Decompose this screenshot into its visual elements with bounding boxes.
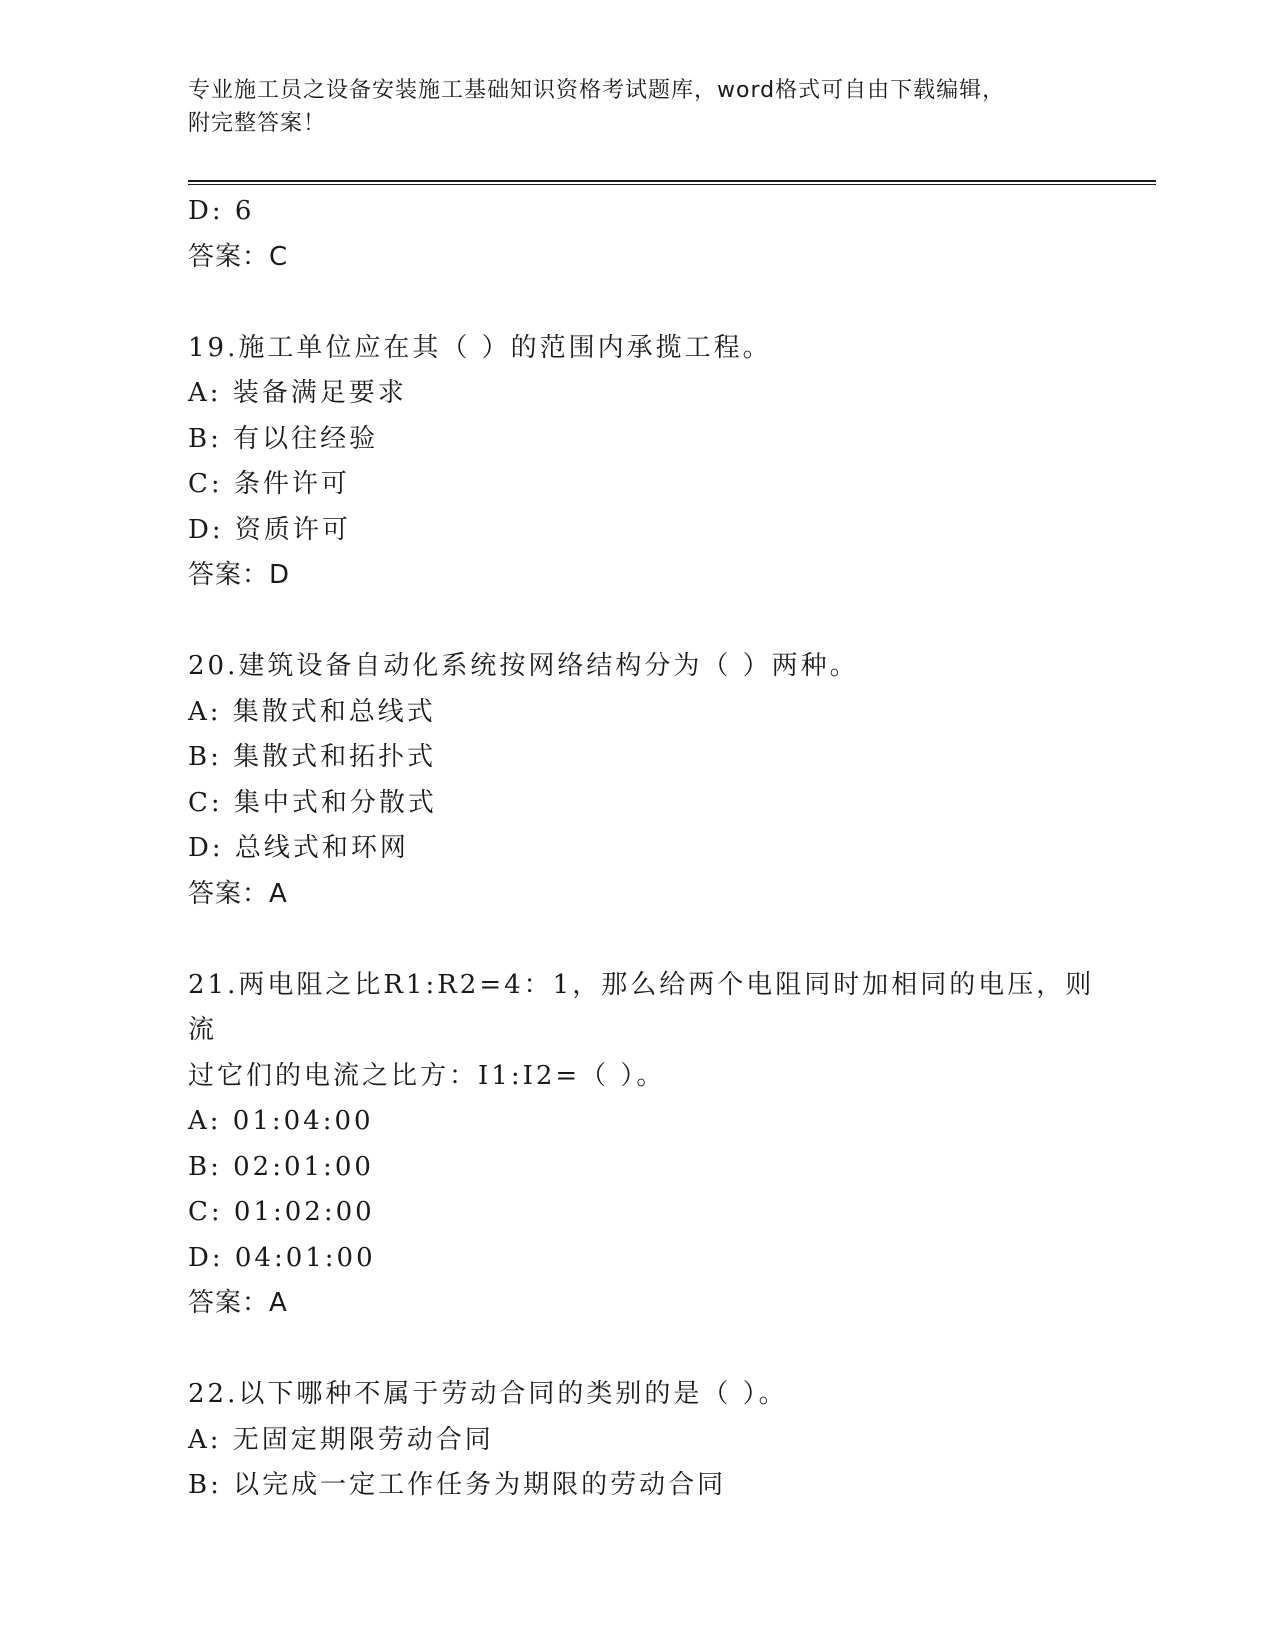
header-divider-thin: [188, 184, 1156, 185]
option-c: C: 条件许可: [188, 469, 350, 499]
question-stem: 20.建筑设备自动化系统按网络结构分为（ ）两种。: [188, 651, 859, 681]
option-a: A: 集散式和总线式: [188, 696, 436, 727]
question-stem: 22.以下哪种不属于劳动合同的类别的是（ ）。: [188, 1379, 788, 1409]
option-c: C: 集中式和分散式: [188, 787, 437, 818]
spacer: [188, 599, 1108, 645]
option-d: D: 总线式和环网: [188, 833, 409, 863]
option-d: D: 资质许可: [188, 514, 351, 545]
header-line-1: 专业施工员之设备安装施工基础知识资格考试题库，word格式可自由下载编辑，: [188, 78, 1006, 103]
answer-line: 答案：D: [188, 560, 291, 590]
answer-line: 答案：A: [188, 878, 288, 909]
answer-line: 答案：C: [188, 241, 289, 272]
answer-line: 答案：A: [188, 1288, 288, 1318]
option-b: B: 集散式和拓扑式: [188, 742, 437, 772]
option-d: D: 6: [188, 196, 255, 226]
document-header: [188, 74, 1108, 140]
option-a: A: 01:04:00: [188, 1106, 374, 1136]
option-c: C: 01:02:00: [188, 1197, 375, 1227]
option-a: A: 无固定期限劳动合同: [188, 1424, 494, 1455]
header-divider-thick: [188, 180, 1156, 182]
question-stem-line-2: 过它们的电流之比方：I1:I2=（ ）。: [188, 1060, 666, 1091]
option-b: B: 02:01:00: [188, 1151, 374, 1182]
spacer: [188, 1327, 1108, 1373]
question-stem-line-1: 21.两电阻之比R1:R2=4：1，那么给两个电阻同时加相同的电压，则流: [188, 969, 1095, 1045]
spacer: [188, 917, 1108, 963]
spacer: [188, 280, 1108, 326]
header-line-2: 附完整答案！: [188, 111, 327, 136]
question-21: [188, 963, 1108, 1327]
question-20: [188, 644, 1108, 917]
option-d: D: 04:01:00: [188, 1242, 376, 1273]
option-b: B: 有以往经验: [188, 423, 379, 454]
question-list: [188, 189, 1108, 1509]
option-b: B: 以完成一定工作任务为期限的劳动合同: [188, 1470, 727, 1500]
question-stem: 19.施工单位应在其（ ）的范围内承揽工程。: [188, 332, 772, 363]
option-a: A: 装备满足要求: [188, 378, 407, 408]
question-22: [188, 1372, 1108, 1509]
question-19: [188, 326, 1108, 599]
